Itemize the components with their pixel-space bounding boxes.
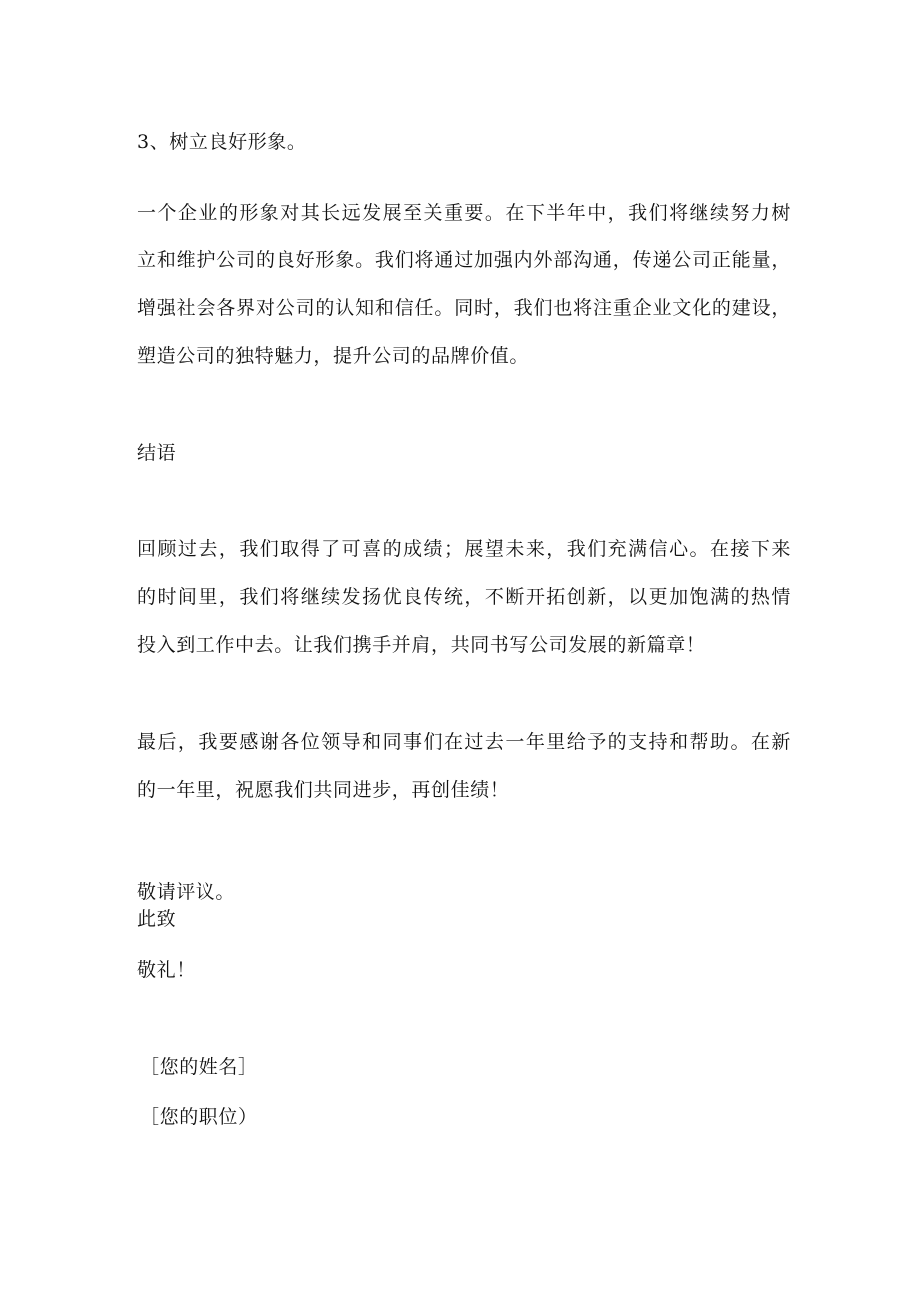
section-heading: 3、树立良好形象。 bbox=[137, 131, 307, 153]
image-paragraph-line-4: 塑造公司的独特魅力，提升公司的品牌价值。 bbox=[137, 345, 530, 367]
closing-request: 敬请评议。 bbox=[137, 881, 236, 903]
image-paragraph-line-3: 增强社会各界对公司的认知和信任。同时，我们也将注重企业文化的建设， bbox=[137, 297, 791, 319]
conclusion-paragraph-line-1: 回顾过去，我们取得了可喜的成绩；展望未来，我们充满信心。在接下来 bbox=[137, 538, 791, 560]
thanks-paragraph-line-2: 的一年里，祝愿我们共同进步，再创佳绩！ bbox=[137, 779, 510, 801]
image-paragraph-line-1: 一个企业的形象对其长远发展至关重要。在下半年中，我们将继续努力树 bbox=[137, 202, 791, 224]
conclusion-paragraph-line-3: 投入到工作中去。让我们携手并肩，共同书写公司发展的新篇章！ bbox=[137, 634, 706, 656]
closing-this: 此致 bbox=[137, 908, 177, 930]
signature-position: ［您的职位） bbox=[140, 1106, 258, 1128]
thanks-paragraph-line-1: 最后，我要感谢各位领导和同事们在过去一年里给予的支持和帮助。在新 bbox=[137, 731, 791, 753]
closing-salute: 敬礼！ bbox=[137, 959, 196, 981]
image-paragraph-line-2: 立和维护公司的良好形象。我们将通过加强内外部沟通，传递公司正能量， bbox=[137, 249, 791, 271]
conclusion-paragraph-line-2: 的时间里，我们将继续发扬优良传统，不断开拓创新，以更加饱满的热情 bbox=[137, 586, 791, 608]
signature-name: ［您的姓名］ bbox=[140, 1056, 258, 1078]
conclusion-heading: 结语 bbox=[137, 442, 177, 464]
